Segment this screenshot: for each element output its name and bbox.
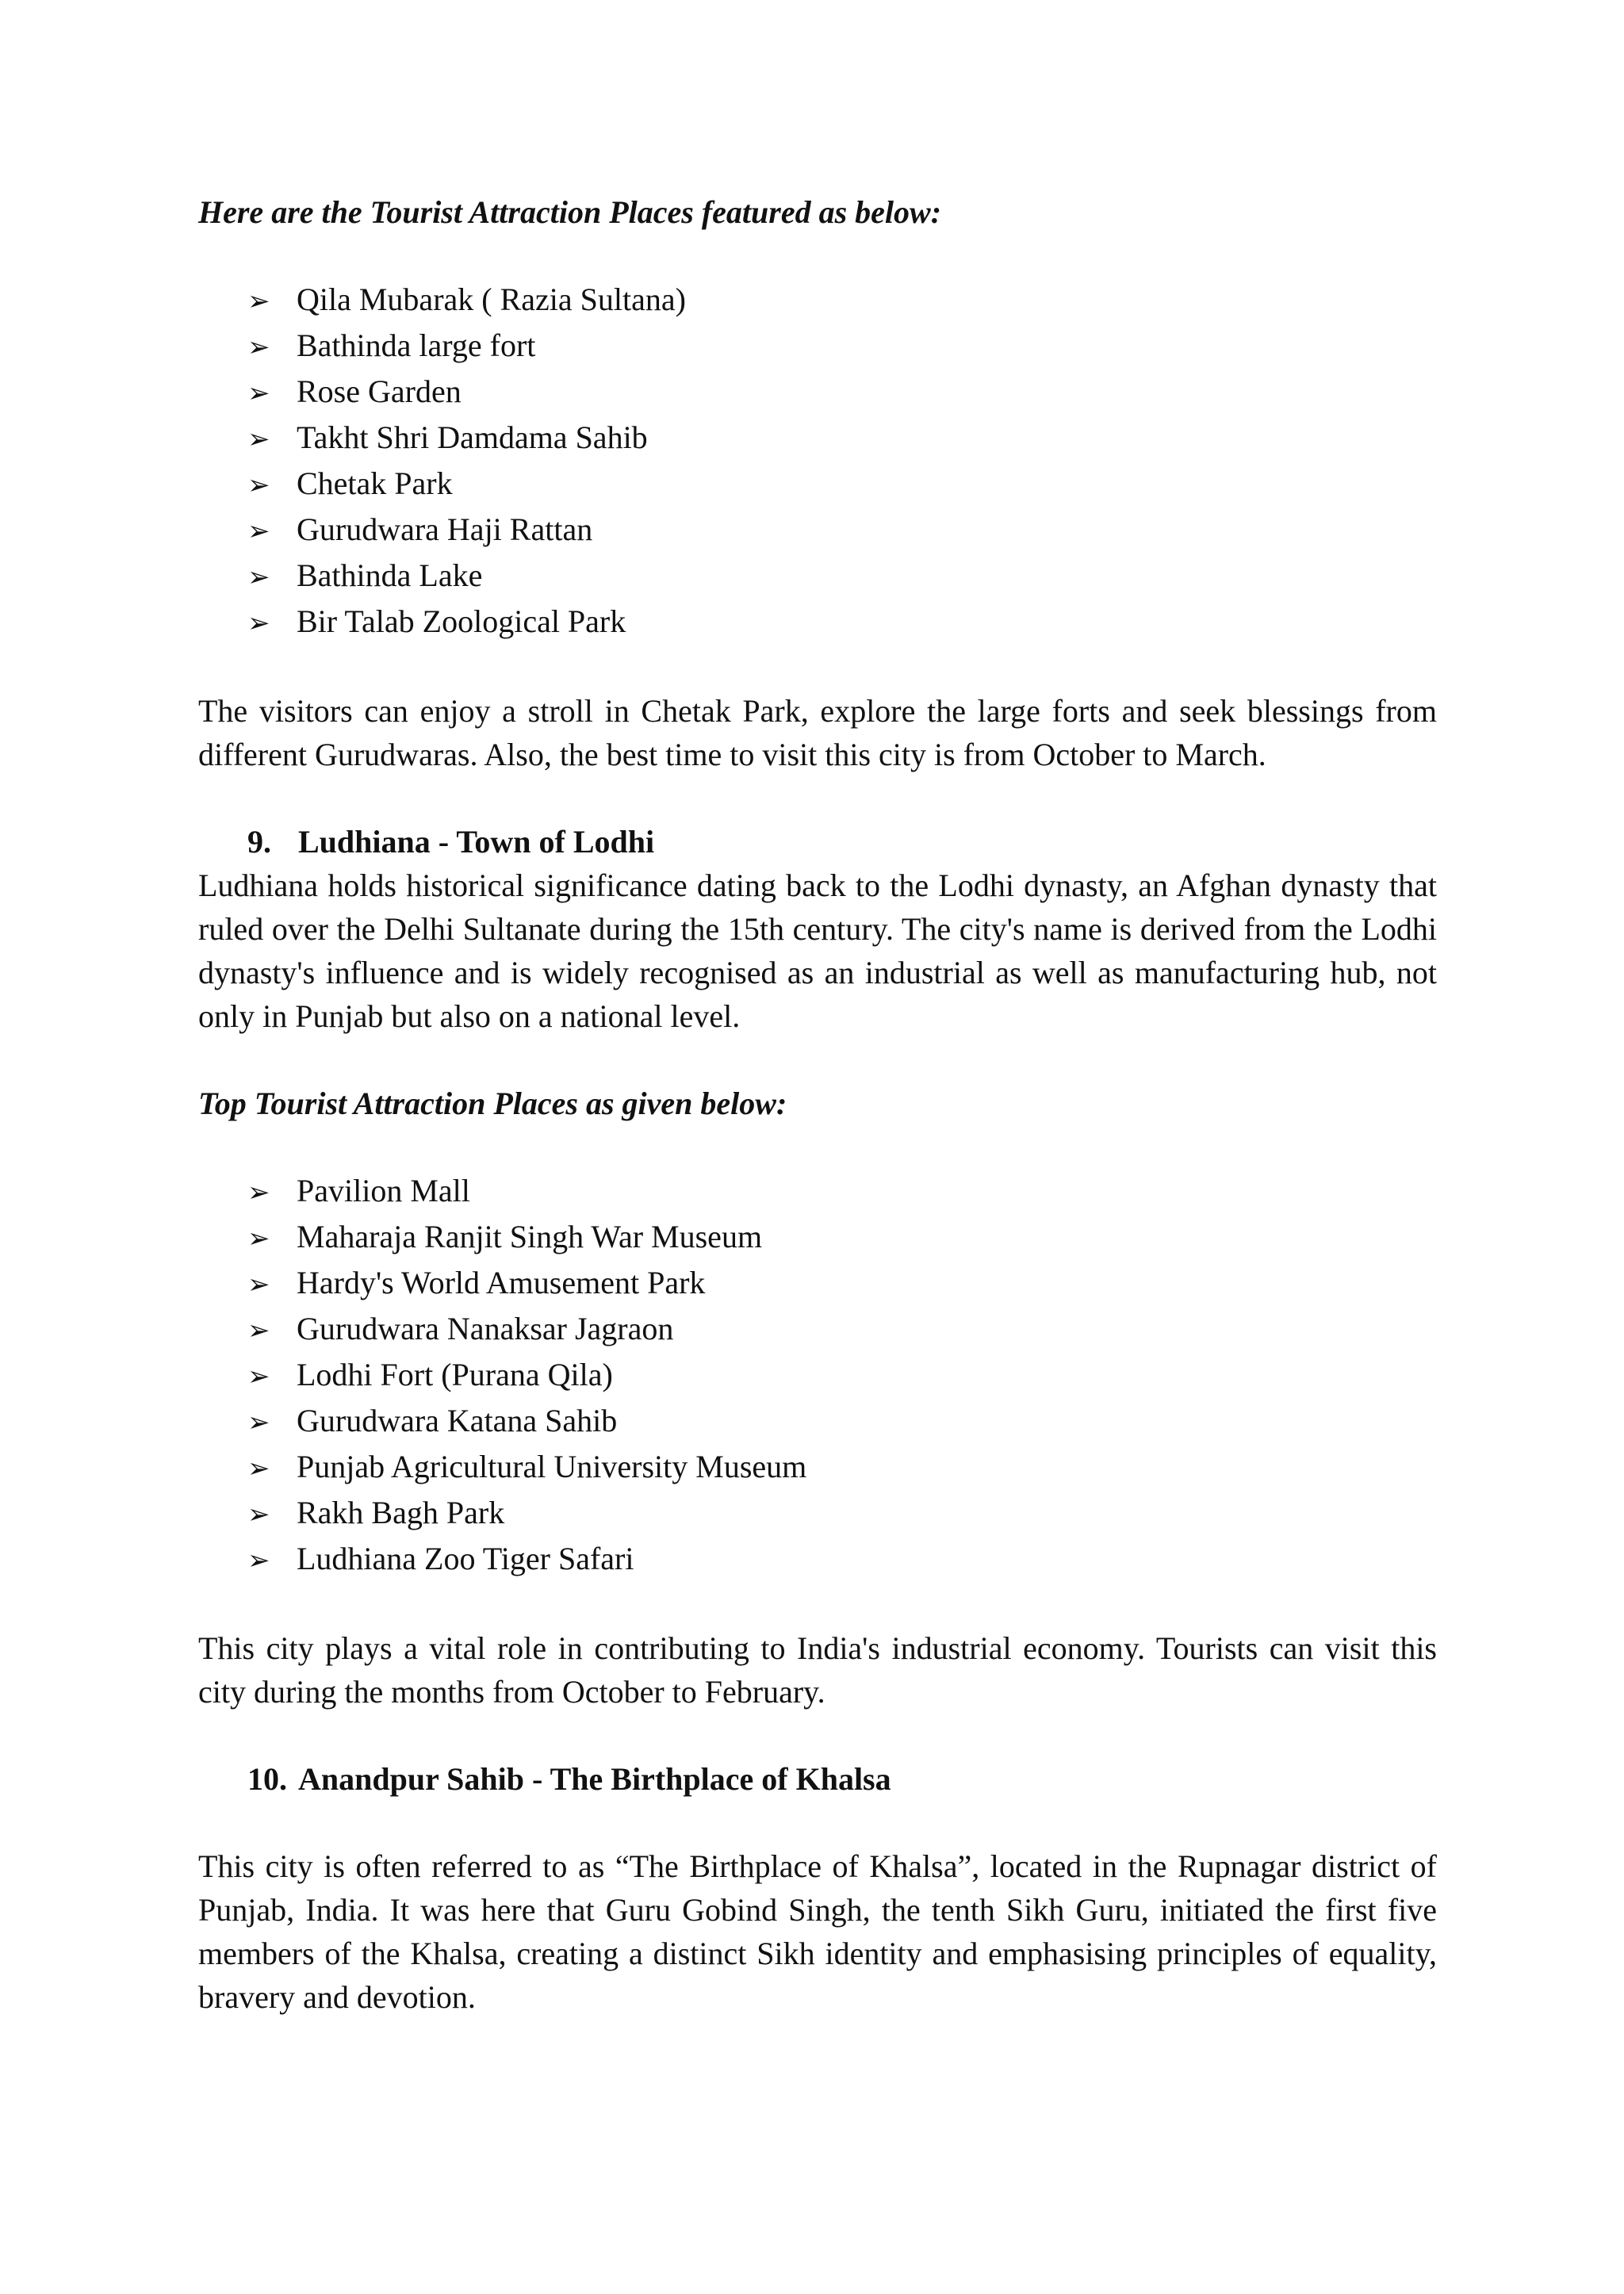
list-item: ➢ Qila Mubarak ( Razia Sultana) bbox=[247, 278, 1437, 324]
arrow-bullet-icon: ➢ bbox=[247, 469, 270, 501]
anandpur-section-heading bbox=[198, 1757, 1437, 1801]
document-page bbox=[198, 190, 1437, 2019]
arrow-bullet-icon: ➢ bbox=[247, 607, 270, 639]
section-title: Ludhiana - Town of Lodhi bbox=[298, 824, 655, 860]
list-item: ➢ Gurudwara Katana Sahib bbox=[247, 1399, 1437, 1445]
bathinda-places-list bbox=[198, 278, 1437, 645]
anandpur-paragraph: This city is often referred to as “The Birthplace of Khalsa”, located in the Rupnagar district of Punjab, India. It was here that Guru Gobind Singh, the tenth Sikh Guru, initiated the first five members of the Khalsa, creating a distinct Sikh identity and emphasising principles of equality, bravery and devotion. bbox=[198, 1848, 1437, 2015]
arrow-bullet-icon: ➢ bbox=[247, 1407, 270, 1438]
list-item: ➢ Bathinda large fort bbox=[247, 324, 1437, 370]
list-item: ➢ Gurudwara Nanaksar Jagraon bbox=[247, 1307, 1437, 1353]
list-item: ➢ Maharaja Ranjit Singh War Museum bbox=[247, 1215, 1437, 1261]
list-item: ➢ Bathinda Lake bbox=[247, 553, 1437, 599]
arrow-bullet-icon: ➢ bbox=[247, 1499, 270, 1530]
list-item: ➢ Punjab Agricultural University Museum bbox=[247, 1445, 1437, 1491]
arrow-bullet-icon: ➢ bbox=[247, 1177, 270, 1208]
arrow-bullet-icon: ➢ bbox=[247, 561, 270, 593]
ludhiana-section-heading bbox=[198, 820, 1437, 864]
list-item: ➢ Ludhiana Zoo Tiger Safari bbox=[247, 1537, 1437, 1583]
list-item: ➢ Chetak Park bbox=[247, 461, 1437, 507]
bathinda-closing-paragraph: The visitors can enjoy a stroll in Chetak Park, explore the large forts and seek blessings from different Gurudwaras. Also, the best time to visit this city is from October to March. bbox=[198, 693, 1437, 772]
list-item: ➢ Rose Garden bbox=[247, 370, 1437, 416]
bathinda-attractions-heading: Here are the Tourist Attraction Places featured as below: bbox=[198, 194, 942, 230]
arrow-bullet-icon: ➢ bbox=[247, 423, 270, 455]
ludhiana-attractions-heading: Top Tourist Attraction Places as given below: bbox=[198, 1086, 787, 1121]
ludhiana-places-list bbox=[198, 1169, 1437, 1583]
list-item: ➢ Rakh Bagh Park bbox=[247, 1491, 1437, 1537]
arrow-bullet-icon: ➢ bbox=[247, 377, 270, 409]
arrow-bullet-icon: ➢ bbox=[247, 1361, 270, 1392]
ludhiana-closing-paragraph: This city plays a vital role in contributing to India's industrial economy. Tourists can visit this city during the months from October to February. bbox=[198, 1630, 1437, 1710]
arrow-bullet-icon: ➢ bbox=[247, 1223, 270, 1254]
arrow-bullet-icon: ➢ bbox=[247, 1269, 270, 1300]
list-item: ➢ Pavilion Mall bbox=[247, 1169, 1437, 1215]
arrow-bullet-icon: ➢ bbox=[247, 1545, 270, 1576]
section-title: Anandpur Sahib - The Birthplace of Khalsa bbox=[298, 1761, 891, 1797]
list-item: ➢ Lodhi Fort (Purana Qila) bbox=[247, 1353, 1437, 1399]
ludhiana-paragraph: Ludhiana holds historical significance dating back to the Lodhi dynasty, an Afghan dynasty that ruled over the Delhi Sultanate during the 15th century. The city's name is derived from the Lodhi dynasty's influence and is widely recognised as an industrial as well as manufacturing hub, not only in Punjab but also on a national level. bbox=[198, 867, 1437, 1034]
list-item: ➢ Bir Talab Zoological Park bbox=[247, 599, 1437, 645]
section-number: 10. bbox=[247, 1761, 287, 1797]
list-item: ➢ Takht Shri Damdama Sahib bbox=[247, 416, 1437, 461]
arrow-bullet-icon: ➢ bbox=[247, 1315, 270, 1346]
section-number: 9. bbox=[247, 824, 271, 860]
arrow-bullet-icon: ➢ bbox=[247, 515, 270, 547]
arrow-bullet-icon: ➢ bbox=[247, 285, 270, 317]
list-item: ➢ Hardy's World Amusement Park bbox=[247, 1261, 1437, 1307]
arrow-bullet-icon: ➢ bbox=[247, 331, 270, 363]
list-item: ➢ Gurudwara Haji Rattan bbox=[247, 507, 1437, 553]
arrow-bullet-icon: ➢ bbox=[247, 1453, 270, 1484]
